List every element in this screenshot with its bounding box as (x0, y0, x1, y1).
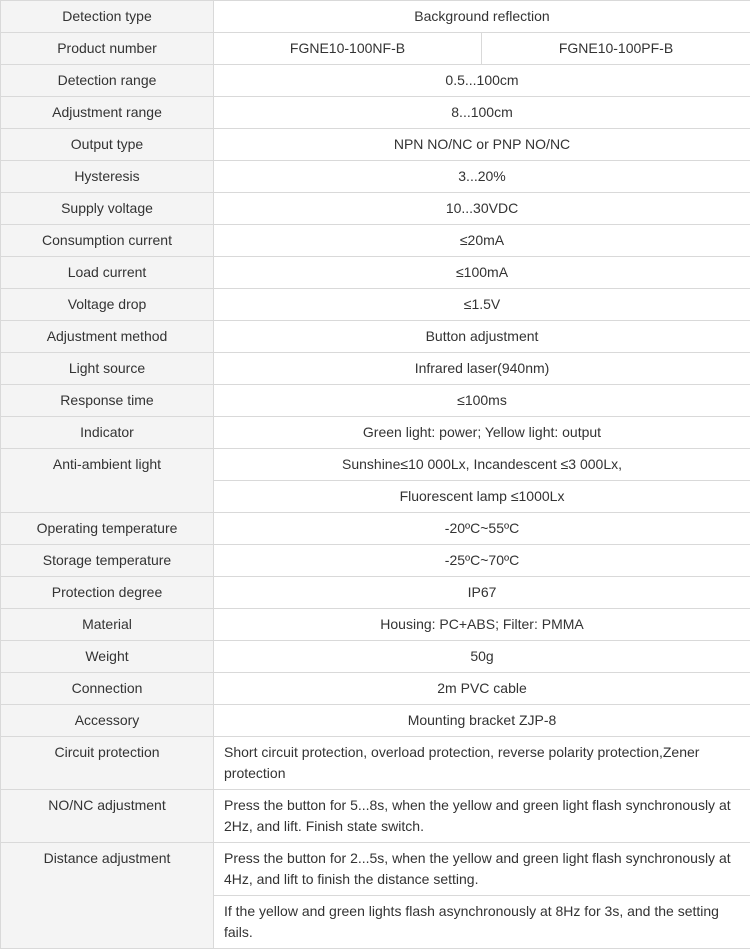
row-indicator (1, 417, 750, 449)
value-output-type: NPN NO/NC or PNP NO/NC (214, 129, 750, 161)
value-weight: 50g (214, 641, 750, 673)
value-material: Housing: PC+ABS; Filter: PMMA (214, 609, 750, 641)
row-storage-temperature (1, 545, 750, 577)
label-anti-ambient-light: Anti-ambient light (1, 449, 214, 513)
row-weight (1, 641, 750, 673)
label-accessory: Accessory (1, 705, 214, 737)
value-detection-range: 0.5...100cm (214, 65, 750, 97)
label-supply-voltage: Supply voltage (1, 193, 214, 225)
row-anti-ambient-light (1, 449, 750, 481)
label-detection-range: Detection range (1, 65, 214, 97)
label-voltage-drop: Voltage drop (1, 289, 214, 321)
value-protection-degree: IP67 (214, 577, 750, 609)
row-adjustment-range (1, 97, 750, 129)
value-light-source: Infrared laser(940nm) (214, 353, 750, 385)
row-consumption-current (1, 225, 750, 257)
label-circuit-protection: Circuit protection (1, 737, 214, 790)
row-product-number (1, 33, 750, 65)
value-response-time: ≤100ms (214, 385, 750, 417)
label-load-current: Load current (1, 257, 214, 289)
row-supply-voltage (1, 193, 750, 225)
label-nonc-adjustment: NO/NC adjustment (1, 790, 214, 843)
value-connection: 2m PVC cable (214, 673, 750, 705)
row-connection (1, 673, 750, 705)
label-consumption-current: Consumption current (1, 225, 214, 257)
label-adjustment-range: Adjustment range (1, 97, 214, 129)
label-protection-degree: Protection degree (1, 577, 214, 609)
value-circuit-protection: Short circuit protection, overload protection, reverse polarity protection,Zener protection (214, 737, 750, 790)
value-adjustment-range: 8...100cm (214, 97, 750, 129)
value-operating-temperature: -20ºC~55ºC (214, 513, 750, 545)
value-distance-line1: Press the button for 2...5s, when the yellow and green light flash synchronously at 4Hz, and lift to finish the distance setting. (214, 843, 750, 896)
label-indicator: Indicator (1, 417, 214, 449)
label-material: Material (1, 609, 214, 641)
label-connection: Connection (1, 673, 214, 705)
row-operating-temperature (1, 513, 750, 545)
label-output-type: Output type (1, 129, 214, 161)
row-output-type (1, 129, 750, 161)
label-detection-type: Detection type (1, 1, 214, 33)
value-anti-ambient-line2: Fluorescent lamp ≤1000Lx (214, 481, 750, 513)
value-detection-type: Background reflection (214, 1, 750, 33)
label-storage-temperature: Storage temperature (1, 545, 214, 577)
label-hysteresis: Hysteresis (1, 161, 214, 193)
row-distance-adjustment (1, 843, 750, 896)
row-protection-degree (1, 577, 750, 609)
value-adjustment-method: Button adjustment (214, 321, 750, 353)
value-hysteresis: 3...20% (214, 161, 750, 193)
row-light-source (1, 353, 750, 385)
value-nonc-adjustment: Press the button for 5...8s, when the yellow and green light flash synchronously at 2Hz, and lift. Finish state switch. (214, 790, 750, 843)
row-hysteresis (1, 161, 750, 193)
value-load-current: ≤100mA (214, 257, 750, 289)
value-supply-voltage: 10...30VDC (214, 193, 750, 225)
row-material (1, 609, 750, 641)
row-detection-range (1, 65, 750, 97)
value-anti-ambient-line1: Sunshine≤10 000Lx, Incandescent ≤3 000Lx, (214, 449, 750, 481)
value-voltage-drop: ≤1.5V (214, 289, 750, 321)
label-operating-temperature: Operating temperature (1, 513, 214, 545)
label-adjustment-method: Adjustment method (1, 321, 214, 353)
row-nonc-adjustment (1, 790, 750, 843)
value-product-npn: FGNE10-100NF-B (214, 33, 482, 65)
row-response-time (1, 385, 750, 417)
row-voltage-drop (1, 289, 750, 321)
value-consumption-current: ≤20mA (214, 225, 750, 257)
label-weight: Weight (1, 641, 214, 673)
value-indicator: Green light: power; Yellow light: output (214, 417, 750, 449)
value-distance-line2: If the yellow and green lights flash asynchronously at 8Hz for 3s, and the setting fails. (214, 896, 750, 949)
row-accessory (1, 705, 750, 737)
row-adjustment-method (1, 321, 750, 353)
label-product-number: Product number (1, 33, 214, 65)
label-light-source: Light source (1, 353, 214, 385)
row-load-current (1, 257, 750, 289)
label-distance-adjustment: Distance adjustment (1, 843, 214, 949)
label-response-time: Response time (1, 385, 214, 417)
row-detection-type (1, 1, 750, 33)
value-product-pnp: FGNE10-100PF-B (482, 33, 750, 65)
value-accessory: Mounting bracket ZJP-8 (214, 705, 750, 737)
row-circuit-protection (1, 737, 750, 790)
value-storage-temperature: -25ºC~70ºC (214, 545, 750, 577)
